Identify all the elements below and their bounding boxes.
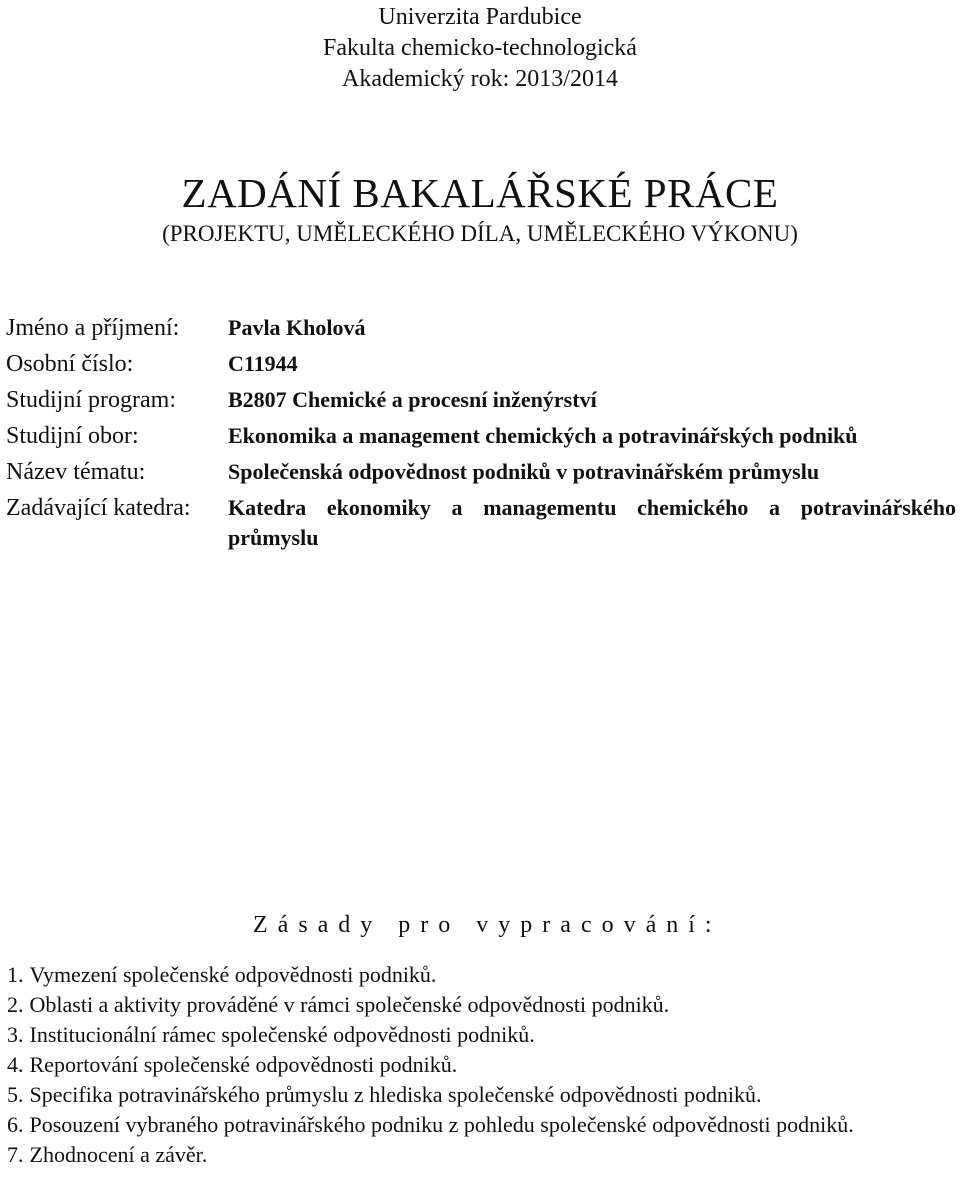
rule-text: Reportování společenské odpovědnosti podniků. [29, 1052, 458, 1077]
field-value: B2807 Chemické a procesní inženýrství [228, 387, 597, 412]
field-study-program [6, 384, 956, 416]
assignment-fields [6, 312, 956, 557]
faculty-name: Fakulta chemicko-technologická [323, 35, 637, 61]
list-item [7, 960, 957, 990]
document-title: ZADÁNÍ BAKALÁŘSKÉ PRÁCE [181, 170, 779, 216]
rule-text: Specifika potravinářského průmyslu z hlediska společenské odpovědnosti podniků. [29, 1082, 762, 1107]
rule-number: 6. [7, 1112, 24, 1137]
field-label: Studijní obor: [6, 423, 139, 449]
rule-text: Vymezení společenské odpovědnosti podniků. [29, 962, 437, 987]
field-label: Osobní číslo: [6, 351, 134, 377]
rule-number: 1. [7, 962, 24, 987]
field-value: Ekonomika a management chemických a potravinářských podniků [228, 423, 858, 448]
list-item [7, 1020, 957, 1050]
rule-number: 3. [7, 1022, 24, 1047]
rule-text: Oblasti a aktivity prováděné v rámci společenské odpovědnosti podniků. [29, 992, 670, 1017]
field-label: Jméno a příjmení: [6, 315, 180, 341]
rule-number: 2. [7, 992, 24, 1017]
university-name: Univerzita Pardubice [378, 4, 582, 30]
field-label: Studijní program: [6, 387, 176, 413]
list-item [7, 1110, 957, 1140]
list-item [7, 1140, 957, 1170]
list-item [7, 1050, 957, 1080]
field-value: Katedra ekonomiky a managementu chemického a potravinářského průmyslu [228, 495, 956, 550]
rule-number: 7. [7, 1142, 24, 1167]
rule-text: Posouzení vybraného potravinářského podniku z pohledu společenské odpovědnosti podniků. [29, 1112, 854, 1137]
rule-number: 5. [7, 1082, 24, 1107]
field-value: C11944 [228, 351, 298, 376]
rules-list [7, 960, 957, 1170]
field-personal-number [6, 348, 956, 380]
rule-number: 4. [7, 1052, 24, 1077]
rule-text: Zhodnocení a závěr. [29, 1142, 208, 1167]
field-study-branch [6, 420, 956, 452]
field-department [6, 492, 956, 553]
academic-year: Akademický rok: 2013/2014 [342, 66, 618, 92]
rule-text: Institucionální rámec společenské odpovědnosti podniků. [29, 1022, 535, 1047]
field-value: Společenská odpovědnost podniků v potravinářském průmyslu [228, 459, 820, 484]
rules-heading: Zásady pro vypracování: [253, 912, 722, 938]
document-subtitle: (PROJEKTU, UMĚLECKÉHO DÍLA, UMĚLECKÉHO VÝKONU) [162, 221, 798, 246]
field-label: Název tématu: [6, 459, 146, 485]
field-topic [6, 456, 956, 488]
field-name [6, 312, 956, 344]
list-item [7, 1080, 957, 1110]
document-header [0, 2, 960, 95]
list-item [7, 990, 957, 1020]
field-value: Pavla Kholová [228, 315, 366, 340]
field-label: Zadávající katedra: [6, 495, 191, 521]
